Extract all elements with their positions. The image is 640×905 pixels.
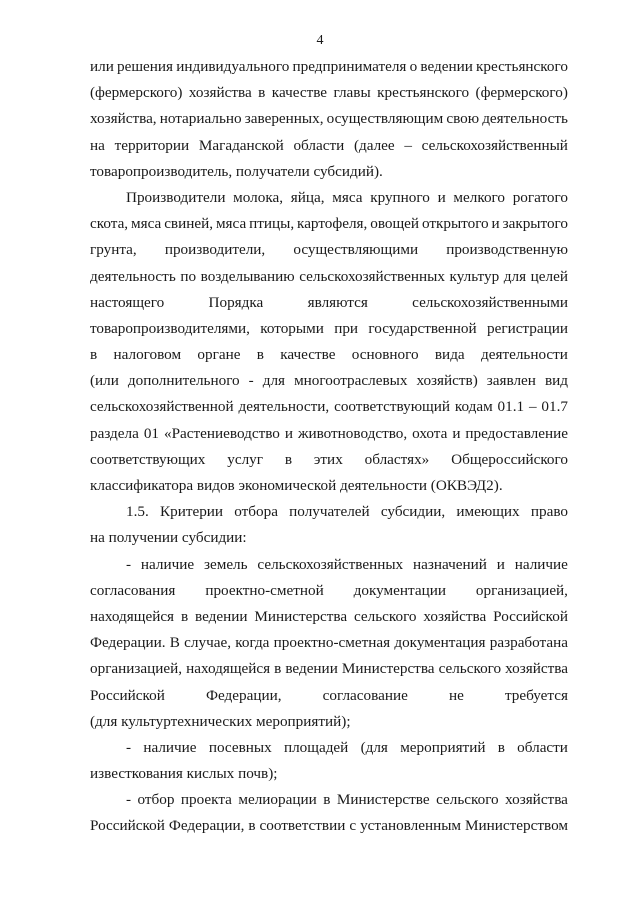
word: в: [284, 450, 293, 468]
paragraph: [90, 185, 568, 499]
text-line: [90, 159, 568, 185]
word: животноводство,: [297, 424, 408, 442]
word: площадей: [283, 738, 349, 756]
word: 01.1: [497, 398, 525, 416]
word: свиней,: [164, 215, 214, 233]
word: Российской: [90, 686, 165, 704]
word: дополнительного: [127, 372, 240, 390]
word: и: [437, 188, 446, 206]
text-line: [90, 264, 568, 290]
word: –: [404, 136, 412, 154]
word: крестьянского: [377, 84, 470, 102]
text-line: [90, 133, 568, 159]
word: Порядка: [208, 293, 264, 311]
word: имеющих: [456, 503, 520, 521]
word: наличие: [143, 738, 197, 756]
word: молока,: [233, 188, 284, 206]
word: Министерством: [465, 817, 568, 835]
word: соответствующих: [90, 450, 206, 468]
word: кодам: [454, 398, 493, 416]
word: (фермерского): [475, 84, 568, 102]
word: хозяйства: [505, 791, 568, 809]
word: области: [517, 738, 568, 756]
text-line: [90, 290, 568, 316]
word: (для культуртехнических мероприятий);: [90, 712, 351, 730]
word: услуг: [227, 450, 264, 468]
word: Министерства: [254, 607, 348, 625]
word: сельскохозяйственный: [421, 136, 568, 154]
word: территории: [114, 136, 190, 154]
word: (для: [360, 738, 388, 756]
word: субсидии,: [380, 503, 446, 521]
text-line: [90, 54, 568, 80]
word: птицы,: [249, 215, 295, 233]
word: раздела: [90, 424, 139, 442]
word: Российской: [493, 607, 568, 625]
word: хозяйства: [188, 84, 252, 102]
word: Федерации,: [168, 817, 245, 835]
word: отбор: [137, 791, 175, 809]
text-line: [90, 630, 568, 656]
word: заверенных,: [244, 110, 324, 128]
word: нотариально: [159, 110, 242, 128]
word: ведении: [420, 58, 473, 75]
word: посевных: [208, 738, 272, 756]
word: Российской: [90, 817, 165, 835]
word: хозяйства: [505, 660, 568, 678]
paragraph: [90, 54, 568, 185]
word: качестве: [271, 84, 328, 102]
word: наличие: [140, 555, 195, 573]
word: производственную: [446, 241, 568, 259]
word: организацией,: [475, 581, 568, 599]
word: хозяйства,: [90, 110, 157, 128]
word: рогатого: [512, 188, 568, 206]
word: качестве: [280, 346, 336, 364]
word: крупного: [370, 188, 430, 206]
word: мелиорации: [238, 791, 317, 809]
word: вида: [434, 346, 465, 364]
word: -: [126, 738, 132, 756]
word: настоящего: [90, 293, 165, 311]
word: по: [180, 267, 197, 285]
paragraph: [90, 552, 568, 735]
text-line: [90, 368, 568, 394]
word: соответствии: [259, 817, 346, 835]
text-line: [90, 735, 568, 761]
word: культур: [449, 267, 500, 285]
text-line: [90, 604, 568, 630]
text-line: [90, 421, 568, 447]
text-line: [90, 525, 568, 551]
word: (далее: [353, 136, 395, 154]
word: или: [90, 58, 114, 75]
word: (или: [90, 372, 119, 390]
word: в: [497, 738, 505, 756]
word: требуется: [504, 686, 568, 704]
word: овощей: [370, 215, 420, 233]
word: известкования кислых почв);: [90, 765, 278, 783]
word: деятельности,: [238, 398, 330, 416]
word: областях»: [364, 450, 430, 468]
word: налоговом: [113, 346, 182, 364]
word: соответствующий: [334, 398, 451, 416]
word: Магаданской: [198, 136, 284, 154]
text-line: [90, 211, 568, 237]
word: в: [258, 84, 266, 102]
word: 1.5.: [126, 503, 149, 521]
word: 01.7: [541, 398, 568, 416]
word: согласования: [90, 581, 176, 599]
page-number: 4: [316, 33, 324, 48]
text-line: [90, 394, 568, 420]
word: открытого: [421, 215, 489, 233]
word: документация: [394, 634, 486, 652]
word: находящейся: [90, 607, 175, 625]
word: получателей: [289, 503, 370, 521]
text-line: [90, 342, 568, 368]
text-line: [90, 185, 568, 211]
word: в: [274, 660, 282, 678]
word: на получении субсидии:: [90, 529, 247, 547]
word: проектно-сметная: [273, 634, 391, 652]
word: хозяйств): [416, 372, 478, 390]
word: на: [90, 136, 105, 154]
word: яйца,: [290, 188, 325, 206]
text-line: [90, 552, 568, 578]
word: мероприятий: [400, 738, 486, 756]
word: о: [409, 58, 418, 75]
word: осуществляющими: [293, 241, 419, 259]
word: Производители: [126, 188, 226, 206]
word: с: [349, 817, 357, 835]
word: сельскохозяйственной: [90, 398, 234, 416]
word: 01: [143, 424, 160, 442]
word: хозяйства: [423, 607, 487, 625]
word: организацией,: [90, 660, 183, 678]
text-line: [90, 683, 568, 709]
word: товаропроизводитель, получатели субсидий).: [90, 162, 383, 180]
word: крестьянского: [476, 58, 568, 75]
word: органе: [197, 346, 241, 364]
word: деятельность: [90, 267, 176, 285]
text-line: [90, 316, 568, 342]
word: возделыванию: [200, 267, 295, 285]
word: которыми: [260, 319, 324, 337]
word: свою: [446, 110, 480, 128]
word: вид: [544, 372, 568, 390]
word: для: [262, 372, 286, 390]
text-line: [90, 656, 568, 682]
word: и: [452, 424, 461, 442]
paragraph: [90, 499, 568, 551]
word: многоотраслевых: [294, 372, 408, 390]
word: Федерации,: [206, 686, 282, 704]
word: сельского: [436, 791, 499, 809]
word: в: [248, 817, 256, 835]
text-line: [90, 709, 568, 735]
word: и: [491, 215, 500, 233]
text-line: [90, 447, 568, 473]
word: сельскохозяйственными: [412, 293, 568, 311]
word: закрытого: [502, 215, 568, 233]
text-line: [90, 578, 568, 604]
word: мяса: [215, 215, 247, 233]
word: для: [503, 267, 527, 285]
word: охота: [412, 424, 448, 442]
word: грунта,: [90, 241, 137, 259]
word: наличие: [514, 555, 568, 573]
word: разработана: [489, 634, 568, 652]
word: ведении: [195, 607, 248, 625]
word: мелкого: [453, 188, 505, 206]
text-line: [90, 761, 568, 787]
word: заявлен: [486, 372, 536, 390]
paragraph: [90, 735, 568, 787]
text-line: [90, 473, 568, 499]
word: документации: [353, 581, 446, 599]
text-line: [90, 787, 568, 813]
word: (фермерского): [90, 84, 183, 102]
word: проектно-сметной: [205, 581, 324, 599]
word: области: [293, 136, 345, 154]
word: осуществляющим: [326, 110, 444, 128]
word: Министерства: [341, 660, 435, 678]
word: в: [90, 346, 98, 364]
text-line: [90, 813, 568, 839]
word: классификатора видов экономической деятельности (ОКВЭД2).: [90, 477, 503, 494]
word: сельского: [438, 660, 502, 678]
word: случае,: [184, 634, 232, 652]
word: в: [323, 791, 331, 809]
word: когда: [235, 634, 270, 652]
word: регистрации: [487, 319, 568, 337]
word: -: [126, 555, 132, 573]
word: –: [528, 398, 537, 416]
word: и: [284, 424, 293, 442]
word: этих: [313, 450, 343, 468]
word: Критерии: [159, 503, 224, 521]
word: земель: [203, 555, 248, 573]
word: являются: [307, 293, 368, 311]
word: не: [448, 686, 464, 704]
word: главы: [333, 84, 371, 102]
word: решения: [117, 58, 174, 75]
word: сельского: [353, 607, 417, 625]
word: целей: [530, 267, 568, 285]
word: находящейся: [186, 660, 271, 678]
word: и: [496, 555, 505, 573]
word: В: [169, 634, 180, 652]
word: основного: [351, 346, 419, 364]
word: мяса: [332, 188, 363, 206]
word: «Растениеводство: [163, 424, 280, 442]
word: производители,: [164, 241, 266, 259]
word: государственной: [368, 319, 477, 337]
word: сельскохозяйственных: [299, 267, 445, 285]
text-line: [90, 80, 568, 106]
word: товаропроизводителями,: [90, 319, 250, 337]
word: -: [248, 372, 254, 390]
word: в: [256, 346, 264, 364]
word: сельскохозяйственных: [257, 555, 404, 573]
word: установленным: [360, 817, 462, 835]
text-line: [90, 106, 568, 132]
word: деятельности: [480, 346, 568, 364]
word: отбора: [234, 503, 278, 521]
word: индивидуального: [176, 58, 290, 75]
word: предоставление: [465, 424, 568, 442]
word: -: [126, 791, 132, 809]
word: Федерации.: [90, 634, 166, 652]
word: картофеля,: [297, 215, 368, 233]
word: мяса: [131, 215, 162, 233]
text-line: [90, 237, 568, 263]
paragraph: [90, 787, 568, 839]
word: предпринимателя: [292, 58, 407, 75]
text-line: [90, 499, 568, 525]
word: Министерстве: [336, 791, 430, 809]
word: деятельность: [482, 110, 568, 128]
word: скота,: [90, 215, 129, 233]
word: право: [530, 503, 568, 521]
word: проекта: [180, 791, 232, 809]
word: в: [180, 607, 189, 625]
word: назначений: [412, 555, 487, 573]
document-body: [90, 54, 568, 840]
word: Общероссийского: [451, 450, 568, 468]
word: при: [334, 319, 359, 337]
word: согласование: [322, 686, 408, 704]
word: ведении: [285, 660, 338, 678]
